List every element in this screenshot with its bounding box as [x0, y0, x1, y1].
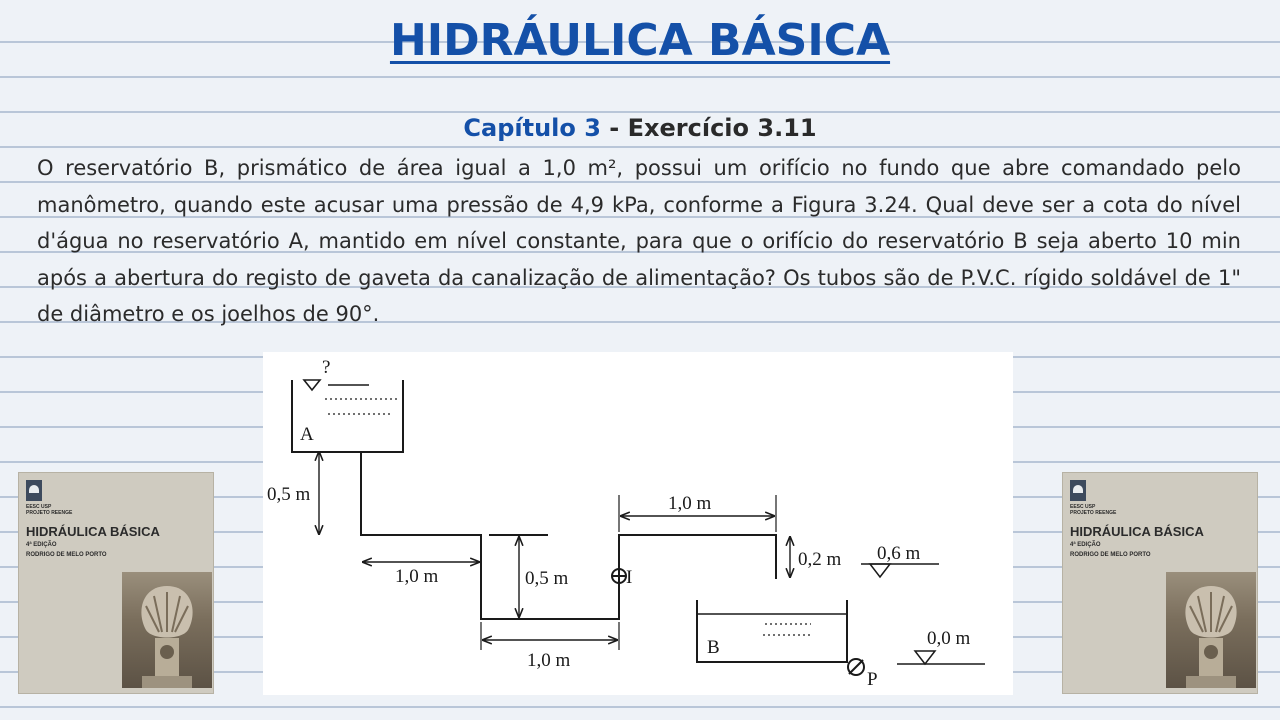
level-outlet-label: 0,6 m [877, 543, 921, 564]
book-edition: 4ª EDIÇÃO [26, 542, 57, 548]
publisher-logo-icon [26, 480, 42, 501]
fountain-illustration [122, 572, 212, 688]
book-project-name: PROJETO REENGE [1070, 510, 1117, 516]
book-publisher [26, 504, 72, 516]
level-marker-outlet [870, 564, 890, 577]
book-publisher [1070, 504, 1116, 516]
book-title: HIDRÁULICA BÁSICA [26, 524, 160, 539]
publisher-logo-icon [1070, 480, 1086, 501]
chapter-label: Capítulo 3 [463, 114, 601, 142]
dim-a-height-label: 0,5 m [267, 484, 311, 505]
valve-label: I [626, 567, 633, 588]
exercise-figure [263, 352, 1013, 695]
hydraulic-system-diagram [263, 352, 1013, 695]
chapter-heading [0, 108, 1280, 148]
dim-drop-label: 0,5 m [525, 568, 569, 589]
dim-first-run-label: 1,0 m [395, 566, 439, 587]
book-title: HIDRÁULICA BÁSICA [1070, 524, 1204, 539]
book-publisher-name: EESC USP [26, 504, 52, 510]
unknown-level-label: ? [322, 357, 331, 378]
book-edition: 4ª EDIÇÃO [1070, 542, 1101, 548]
book-cover-left [18, 472, 214, 694]
book-author: RODRIGO DE MELO PORTO [26, 552, 107, 558]
level-marker-ground [915, 651, 935, 664]
supply-pipe [361, 452, 776, 619]
book-publisher-name: EESC USP [1070, 504, 1096, 510]
reservoir-a-label: A [300, 424, 314, 445]
book-cover-right [1062, 472, 1258, 694]
dim-bottom-run-label: 1,0 m [527, 650, 571, 671]
page-title [0, 12, 1280, 70]
level-ground-label: 0,0 m [927, 628, 971, 649]
book-author: RODRIGO DE MELO PORTO [1070, 552, 1151, 558]
dim-top-run-label: 1,0 m [668, 493, 712, 514]
fountain-illustration [1166, 572, 1256, 688]
dim-outlet-drop-label: 0,2 m [798, 549, 842, 570]
water-level-marker-a [304, 380, 320, 390]
exercise-statement: O reservatório B, prismático de área igual a 1,0 m², possui um orifício no fundo que abre comandado pelo manômetro, quando este acusar uma pressão de 4,9 kPa, conforme a Figura 3.24. Qual deve ser a cota do nível d'água no reservatório A, mantido em nível constante, para que o orifício do reservatório B seja aberto 10 min após a abertura do registo de gaveta da canalização de alimentação? Os tubos são de P.V.C. rígido soldável de 1" de diâmetro e os joelhos de 90°. [37, 156, 1241, 326]
title-text: HIDRÁULICA BÁSICA [389, 15, 891, 66]
reservoir-b-label: B [707, 637, 720, 658]
gauge-label: P [867, 669, 878, 690]
book-project-name: PROJETO REENGE [26, 510, 73, 516]
exercise-label: - Exercício 3.11 [600, 114, 817, 142]
